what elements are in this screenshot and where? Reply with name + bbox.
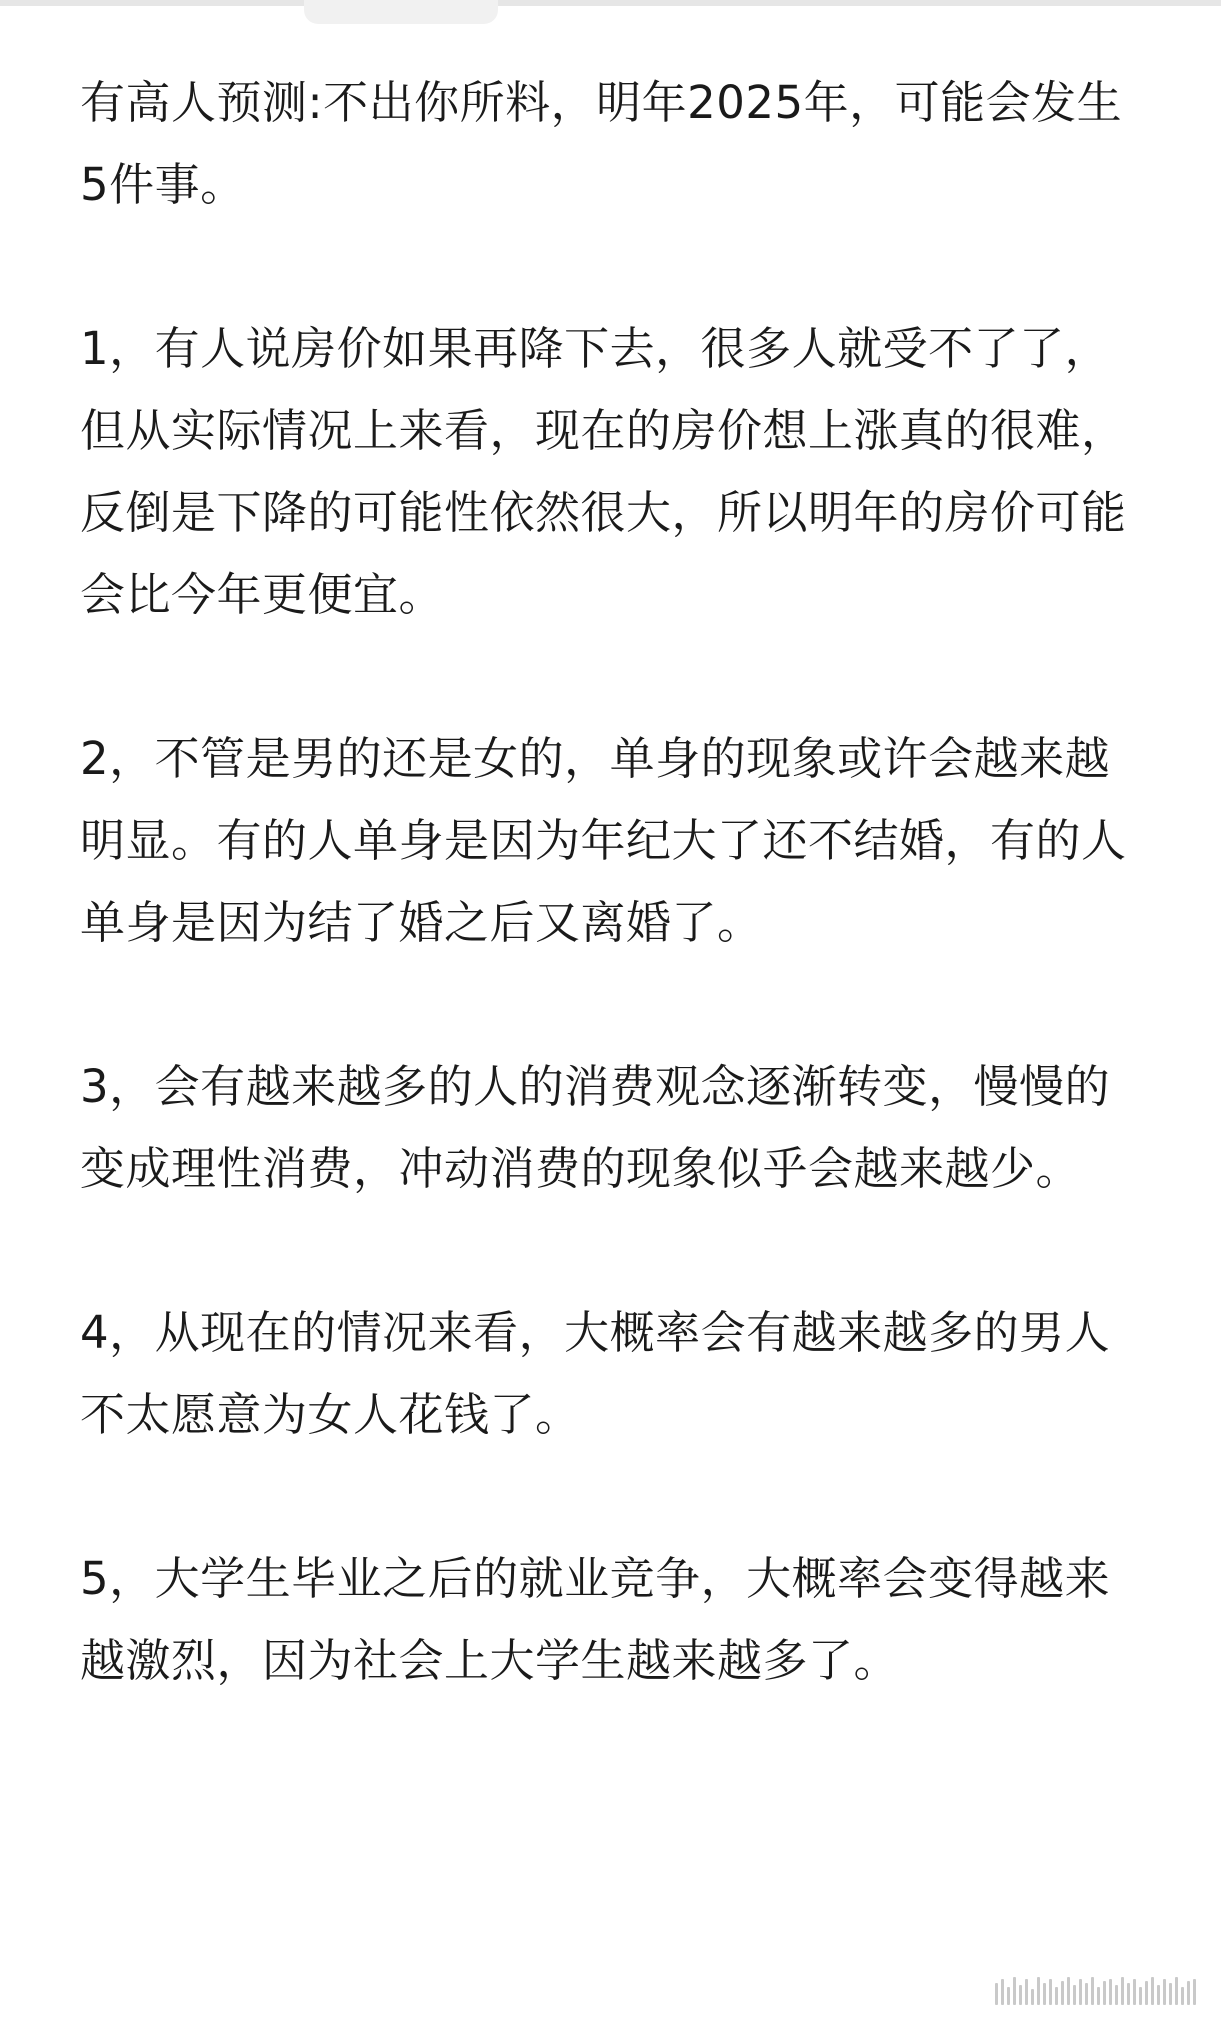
article-body <box>80 62 1150 1702</box>
prediction-item-4: 4，从现在的情况来看，大概率会有越来越多的男人不太愿意为女人花钱了。 <box>80 1306 1111 1441</box>
prediction-item-2: 2，不管是男的还是女的，单身的现象或许会越来越明显。有的人单身是因为年纪大了还不结婚，有的人单身是因为结了婚之后又离婚了。 <box>80 732 1127 949</box>
prediction-item-3: 3，会有越来越多的人的消费观念逐渐转变，慢慢的变成理性消费，冲动消费的现象似乎会越来越少。 <box>80 1060 1111 1195</box>
top-edge-bar <box>0 0 1221 6</box>
article-intro: 有高人预测:不出你所料，明年2025年，可能会发生5件事。 <box>80 76 1123 211</box>
watermark-logo <box>995 1977 1199 2005</box>
prediction-item-5: 5，大学生毕业之后的就业竞争，大概率会变得越来越激烈，因为社会上大学生越来越多了。 <box>80 1552 1111 1687</box>
top-handle <box>304 0 498 24</box>
prediction-item-1: 1，有人说房价如果再降下去，很多人就受不了了，但从实际情况上来看，现在的房价想上涨真的很难，反倒是下降的可能性依然很大，所以明年的房价可能会比今年更便宜。 <box>80 322 1127 621</box>
